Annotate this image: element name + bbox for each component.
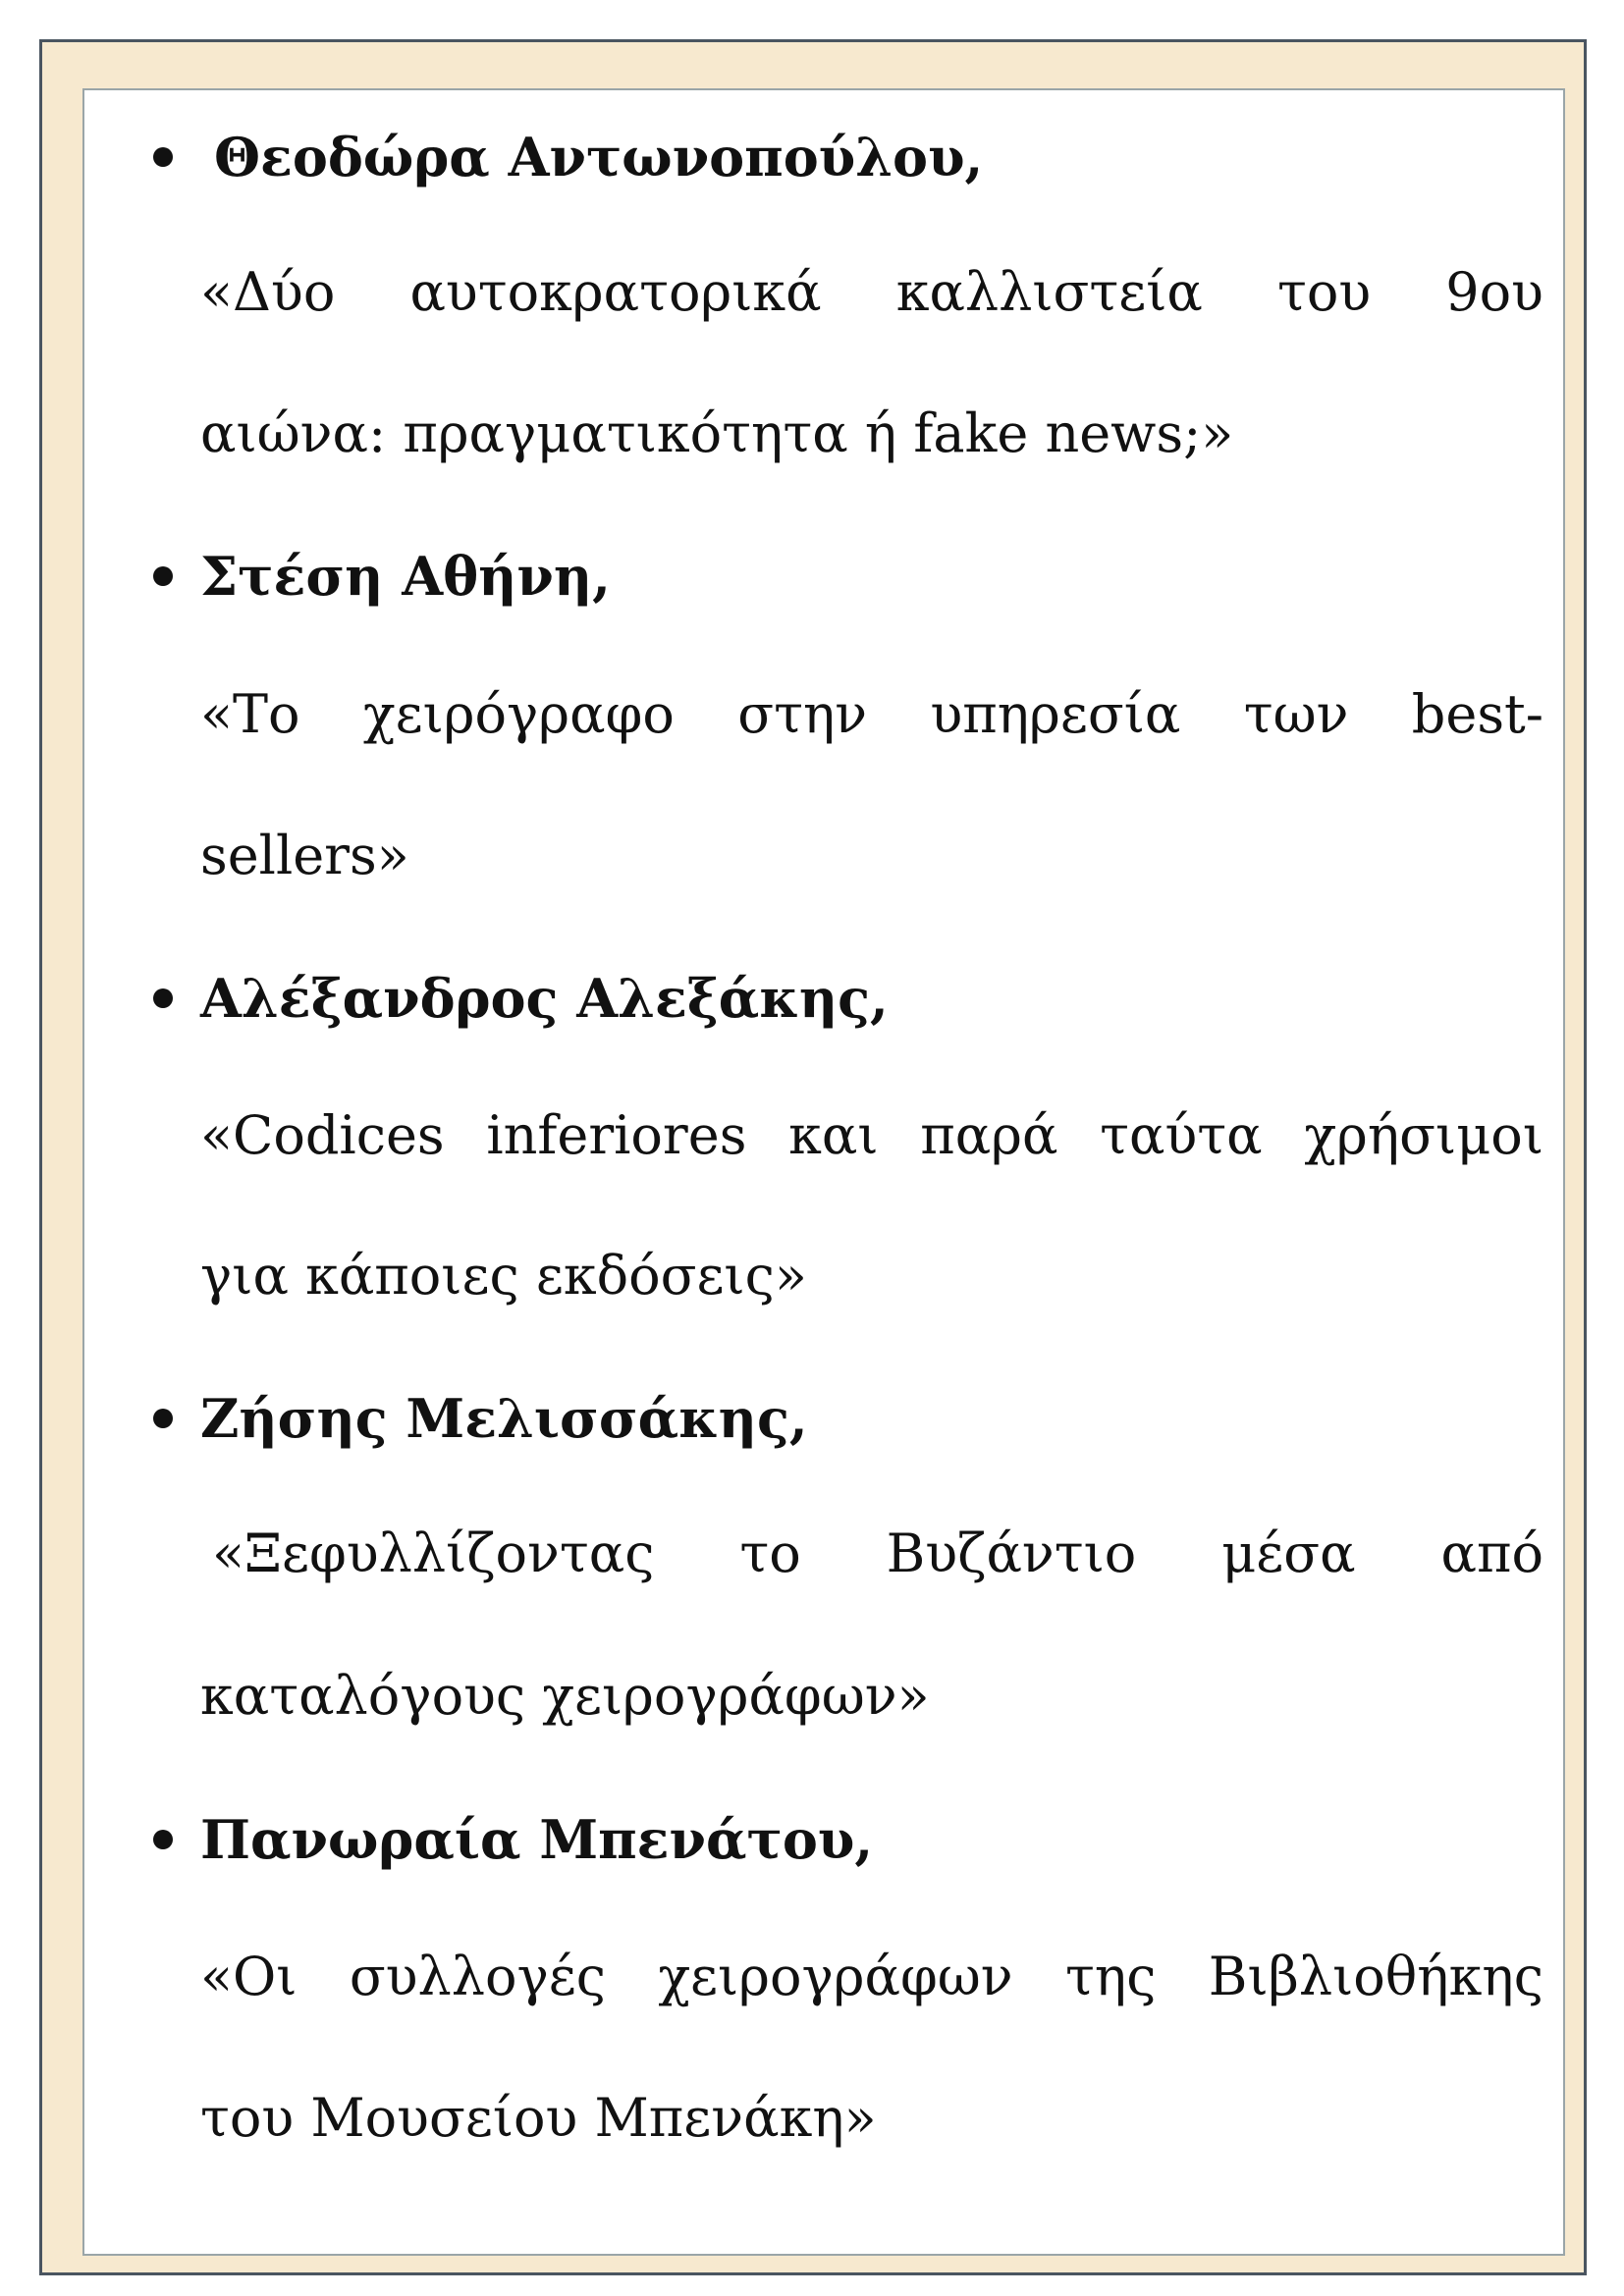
speaker-name: Θεοδώρα Αντωνοπούλου, bbox=[214, 126, 984, 188]
talk-title-line: «Codices inferiores και παρά ταύτα χρήσιμοι bbox=[200, 1104, 1543, 1166]
bullet-icon bbox=[153, 147, 173, 167]
bullet-icon bbox=[153, 988, 173, 1008]
bullet-icon bbox=[153, 1409, 173, 1428]
talk-title-line: καταλόγους χειρογράφων» bbox=[200, 1665, 930, 1727]
talk-title-line: «Οι συλλογές χειρογράφων της Βιβλιοθήκης bbox=[200, 1946, 1543, 2007]
talk-title-line: για κάποιες εκδόσεις» bbox=[200, 1245, 807, 1307]
speaker-name: Ζήσης Μελισσάκης, bbox=[200, 1387, 808, 1450]
talk-title-line: sellers» bbox=[200, 825, 409, 886]
talk-title-line: «Δύο αυτοκρατορικά καλλιστεία του 9ου bbox=[200, 261, 1543, 323]
bullet-icon bbox=[153, 1830, 173, 1849]
speaker-name: Στέση Αθήνη, bbox=[200, 545, 611, 608]
speaker-name: Αλέξανδρος Αλεξάκης, bbox=[200, 967, 889, 1030]
talk-title-line: αιώνα: πραγματικότητα ή fake news;» bbox=[200, 402, 1234, 464]
talk-title-line: «Ξεφυλλίζοντας το Βυζάντιο μέσα από bbox=[212, 1522, 1543, 1584]
speaker-name: Πανωραία Μπενάτου, bbox=[200, 1808, 874, 1871]
talk-title-line: «Το χειρόγραφο στην υπηρεσία των best- bbox=[200, 683, 1543, 745]
bullet-icon bbox=[153, 566, 173, 586]
talk-title-line: του Μουσείου Μπενάκη» bbox=[200, 2087, 877, 2149]
